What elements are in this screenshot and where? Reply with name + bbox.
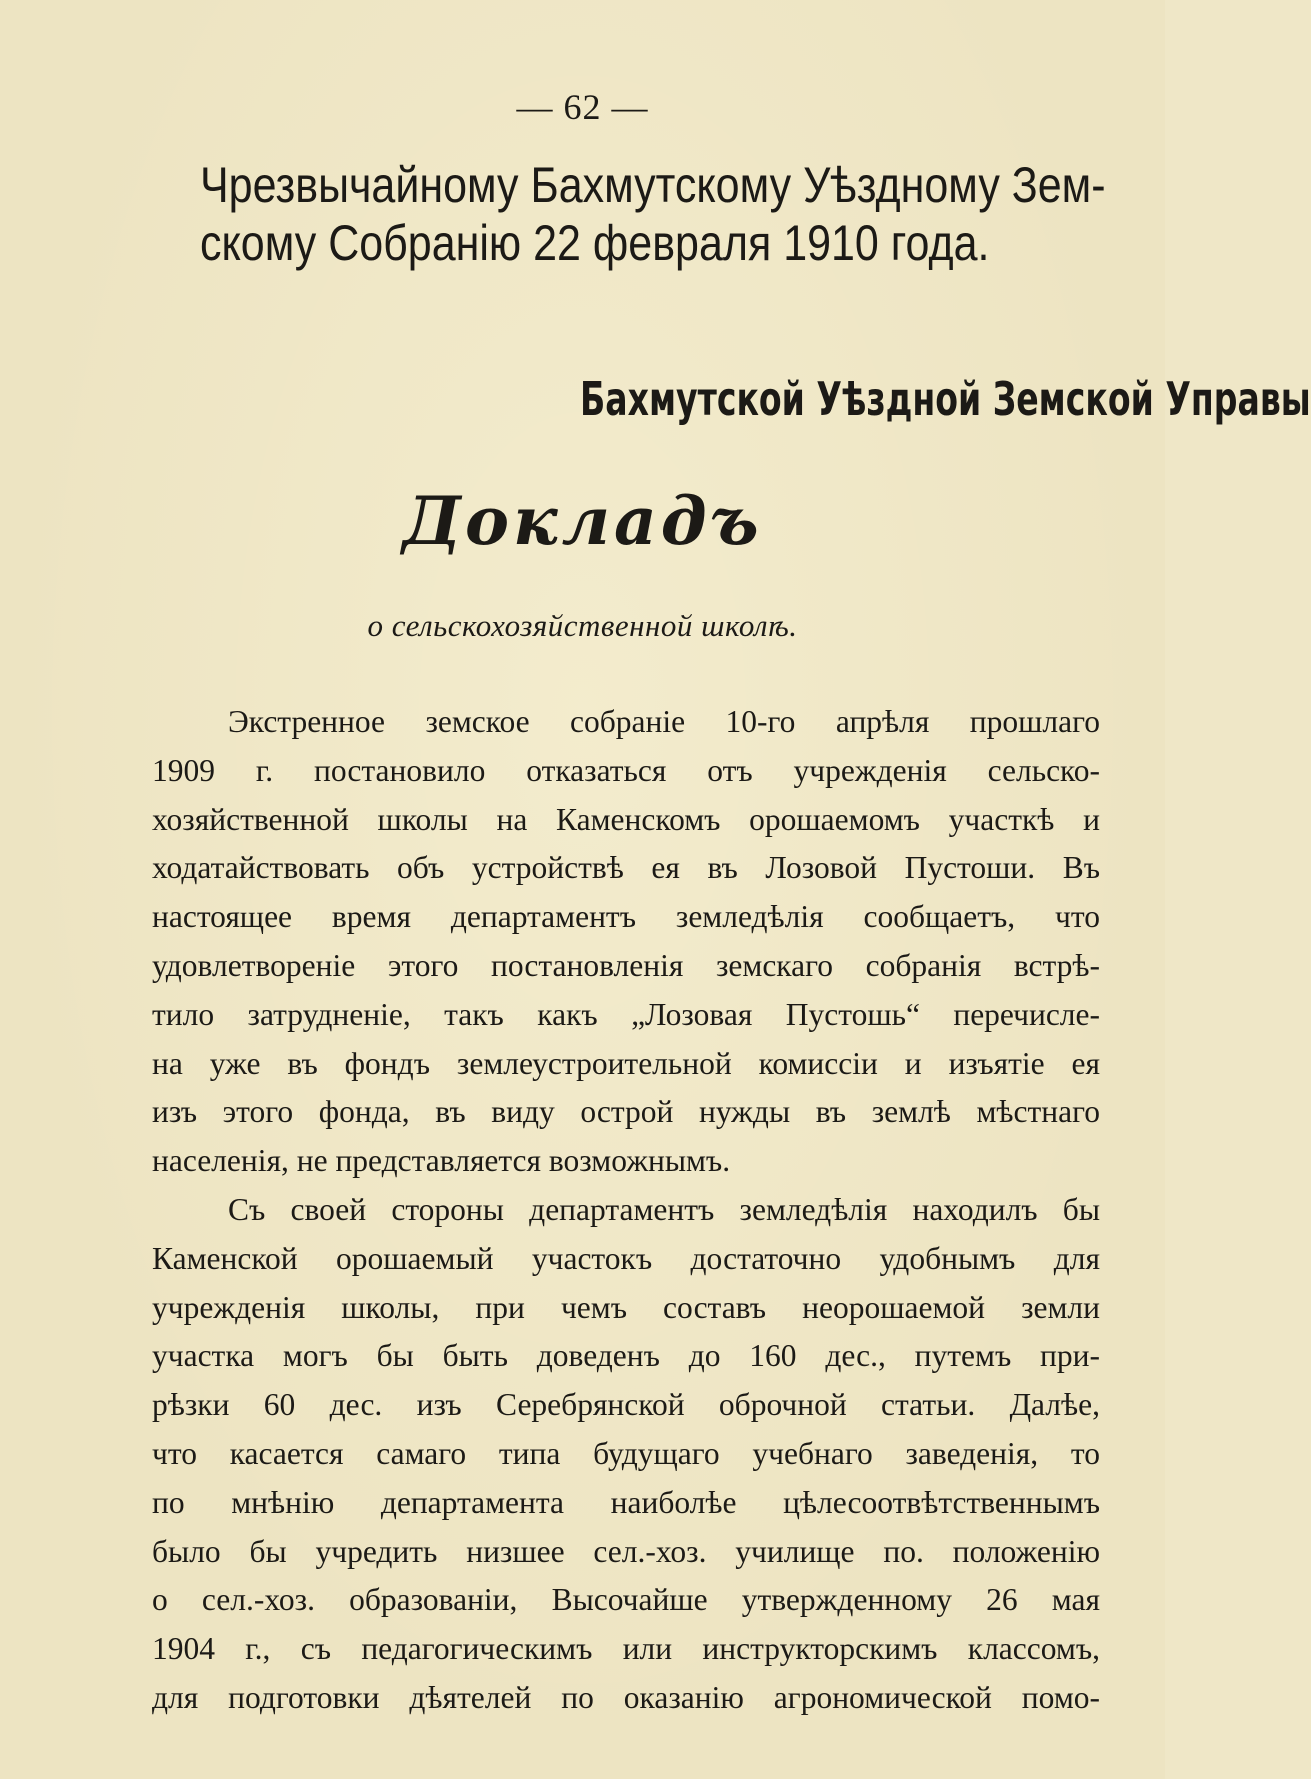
text-line: изъ этого фонда, въ виду острой нужды въ землѣ мѣстнаго — [152, 1094, 1100, 1130]
text-line: было бы учредить низшее сел.-хоз. училище по. положенію — [152, 1533, 1100, 1569]
heading-line-1: Чрезвычайному Бахмутскому Уѣздному Зем- — [200, 157, 1106, 213]
text-line: 1904 г., съ педагогическимъ или инструкторскимъ классомъ, — [152, 1631, 1100, 1667]
text-line: что касается самаго типа будущаго учебнаго заведенія, то — [152, 1435, 1100, 1471]
report-title: Докладъ — [402, 482, 763, 560]
heading-line-2: скому Собранію 22 февраля 1910 года. — [200, 215, 990, 271]
text-line: на уже въ фондъ землеустроительной комиссіи и изъятіе ея — [152, 1045, 1100, 1081]
page-number: — 62 — — [516, 87, 649, 127]
text-line: Каменской орошаемый участокъ достаточно удобнымъ для — [152, 1240, 1100, 1276]
text-line: рѣзки 60 дес. изъ Серебрянской оброчной статьи. Далѣе, — [152, 1387, 1100, 1423]
text-line: Съ своей стороны департаментъ земледѣлія находилъ бы — [228, 1191, 1100, 1227]
text-line: учрежденія школы, при чемъ составъ неорошаемой земли — [152, 1289, 1100, 1325]
text-line: ходатайствовать объ устройствѣ ея въ Лозовой Пустоши. Въ — [152, 850, 1100, 886]
body-text — [152, 698, 1100, 1723]
text-line: 1909 г. постановило отказаться отъ учрежденія сельско- — [152, 752, 1100, 788]
text-line: по мнѣнію департамента наиболѣе цѣлесоотвѣтственнымъ — [152, 1484, 1100, 1520]
text-line: о сел.-хоз. образованіи, Высочайше утвержденному 26 мая — [152, 1582, 1100, 1618]
text-line: тило затрудненіе, такъ какъ „Лозовая Пустошь“ перечисле- — [152, 996, 1100, 1032]
text-line: Экстренное земское собраніе 10-го апрѣля прошлаго — [228, 704, 1100, 739]
text-line: настоящее время департаментъ земледѣлія сообщаетъ, что — [152, 899, 1100, 935]
board-title: Бахмутской Уѣздной Земской Управы — [580, 372, 1311, 426]
text-line: участка могъ бы быть доведенъ до 160 дес., путемъ при- — [152, 1338, 1100, 1374]
text-line: населенія, не представляется возможнымъ. — [152, 1143, 731, 1179]
paragraph-1 — [152, 698, 1100, 1186]
text-line: для подготовки дѣятелей по оказанію агрономической помо- — [152, 1679, 1100, 1715]
report-subject: о сельскохозяйственной школѣ. — [367, 608, 798, 643]
text-line: удовлетвореніе этого постановленія земскаго собранія встрѣ- — [152, 947, 1100, 983]
paragraph-2 — [152, 1186, 1100, 1723]
text-line: хозяйственной школы на Каменскомъ орошаемомъ участкѣ и — [152, 801, 1100, 837]
address-heading — [200, 156, 1106, 272]
